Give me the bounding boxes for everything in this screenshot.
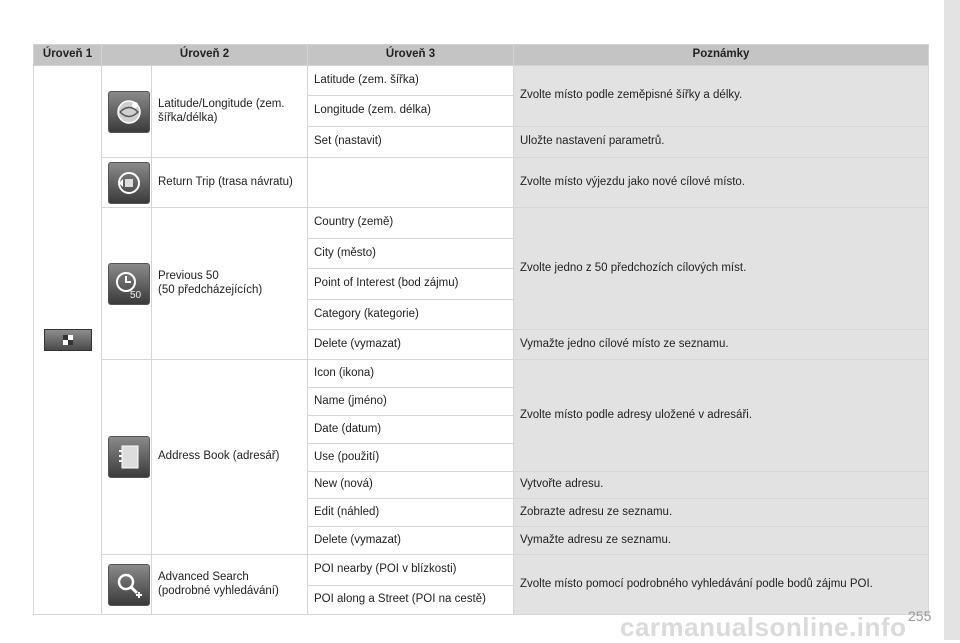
- set-option[interactable]: Set (nastavit): [308, 127, 514, 158]
- return-trip-note: Zvolte místo výjezdu jako nové cílové místo.: [514, 158, 929, 208]
- address-book-icon: [108, 436, 150, 478]
- name-option[interactable]: Name (jméno): [308, 388, 514, 416]
- category-option[interactable]: Category (kategorie): [308, 300, 514, 330]
- edit-option[interactable]: Edit (náhled): [308, 499, 514, 527]
- country-option[interactable]: Country (země): [308, 208, 514, 239]
- previous-note: Zvolte jedno z 50 předchozích cílových míst.: [514, 208, 929, 330]
- advanced-search-icon-cell: [102, 555, 152, 615]
- globe-coordinates-icon: [108, 91, 150, 133]
- header-notes: Poznámky: [514, 45, 929, 66]
- previous-destinations-icon: [108, 263, 150, 305]
- icon-option[interactable]: Icon (ikona): [308, 360, 514, 388]
- latitude-option[interactable]: Latitude (zem. šířka): [308, 66, 514, 96]
- poi-option[interactable]: Point of Interest (bod zájmu): [308, 269, 514, 300]
- new-option[interactable]: New (nová): [308, 472, 514, 499]
- navigation-menu-table: [33, 44, 929, 615]
- latlong-icon-cell: [102, 66, 152, 158]
- return-trip-level3: [308, 158, 514, 208]
- previous-label: [152, 208, 308, 360]
- latlong-label: Latitude/Longitude (zem. šířka/délka): [152, 66, 308, 158]
- advanced-search-icon: [108, 564, 150, 606]
- svg-text:50: 50: [130, 289, 142, 300]
- previous-label-line1: Previous 50: [158, 270, 219, 283]
- page-number: 255: [908, 608, 932, 624]
- longitude-option[interactable]: Longitude (zem. délka): [308, 96, 514, 127]
- previous-icon-cell: [102, 208, 152, 360]
- previous-label-line2: (50 předcházejících): [158, 283, 263, 296]
- use-option[interactable]: Use (použití): [308, 444, 514, 472]
- header-level3: Úroveň 3: [308, 45, 514, 66]
- edit-note: Zobrazte adresu ze seznamu.: [514, 499, 929, 527]
- header-level1: Úroveň 1: [34, 45, 102, 66]
- return-trip-icon: [108, 162, 150, 204]
- level1-cell: [34, 66, 102, 615]
- delete-previous-option[interactable]: Delete (vymazat): [308, 330, 514, 360]
- navigation-menu-icon: [44, 329, 92, 351]
- return-trip-icon-cell: [102, 158, 152, 208]
- latlong-note: Zvolte místo podle zeměpisné šířky a délky.: [514, 66, 929, 127]
- poi-nearby-option[interactable]: POI nearby (POI v blízkosti): [308, 555, 514, 586]
- header-level2: Úroveň 2: [102, 45, 308, 66]
- advanced-search-note: Zvolte místo pomocí podrobného vyhledávání podle bodů zájmu POI.: [514, 555, 929, 615]
- address-book-note: Zvolte místo podle adresy uložené v adresáři.: [514, 360, 929, 472]
- return-trip-label: Return Trip (trasa návratu): [152, 158, 308, 208]
- right-margin-bar: [944, 0, 960, 640]
- address-book-icon-cell: [102, 360, 152, 555]
- delete-previous-note: Vymažte jedno cílové místo ze seznamu.: [514, 330, 929, 360]
- new-note: Vytvořte adresu.: [514, 472, 929, 499]
- watermark: carmanualsonline.info: [620, 612, 907, 642]
- advanced-search-label: Advanced Search (podrobné vyhledávání): [152, 555, 308, 615]
- address-book-label: Address Book (adresář): [152, 360, 308, 555]
- delete-address-option[interactable]: Delete (vymazat): [308, 527, 514, 555]
- poi-along-street-option[interactable]: POI along a Street (POI na cestě): [308, 586, 514, 615]
- date-option[interactable]: Date (datum): [308, 416, 514, 444]
- city-option[interactable]: City (město): [308, 239, 514, 269]
- set-note: Uložte nastavení parametrů.: [514, 127, 929, 158]
- delete-address-note: Vymažte adresu ze seznamu.: [514, 527, 929, 555]
